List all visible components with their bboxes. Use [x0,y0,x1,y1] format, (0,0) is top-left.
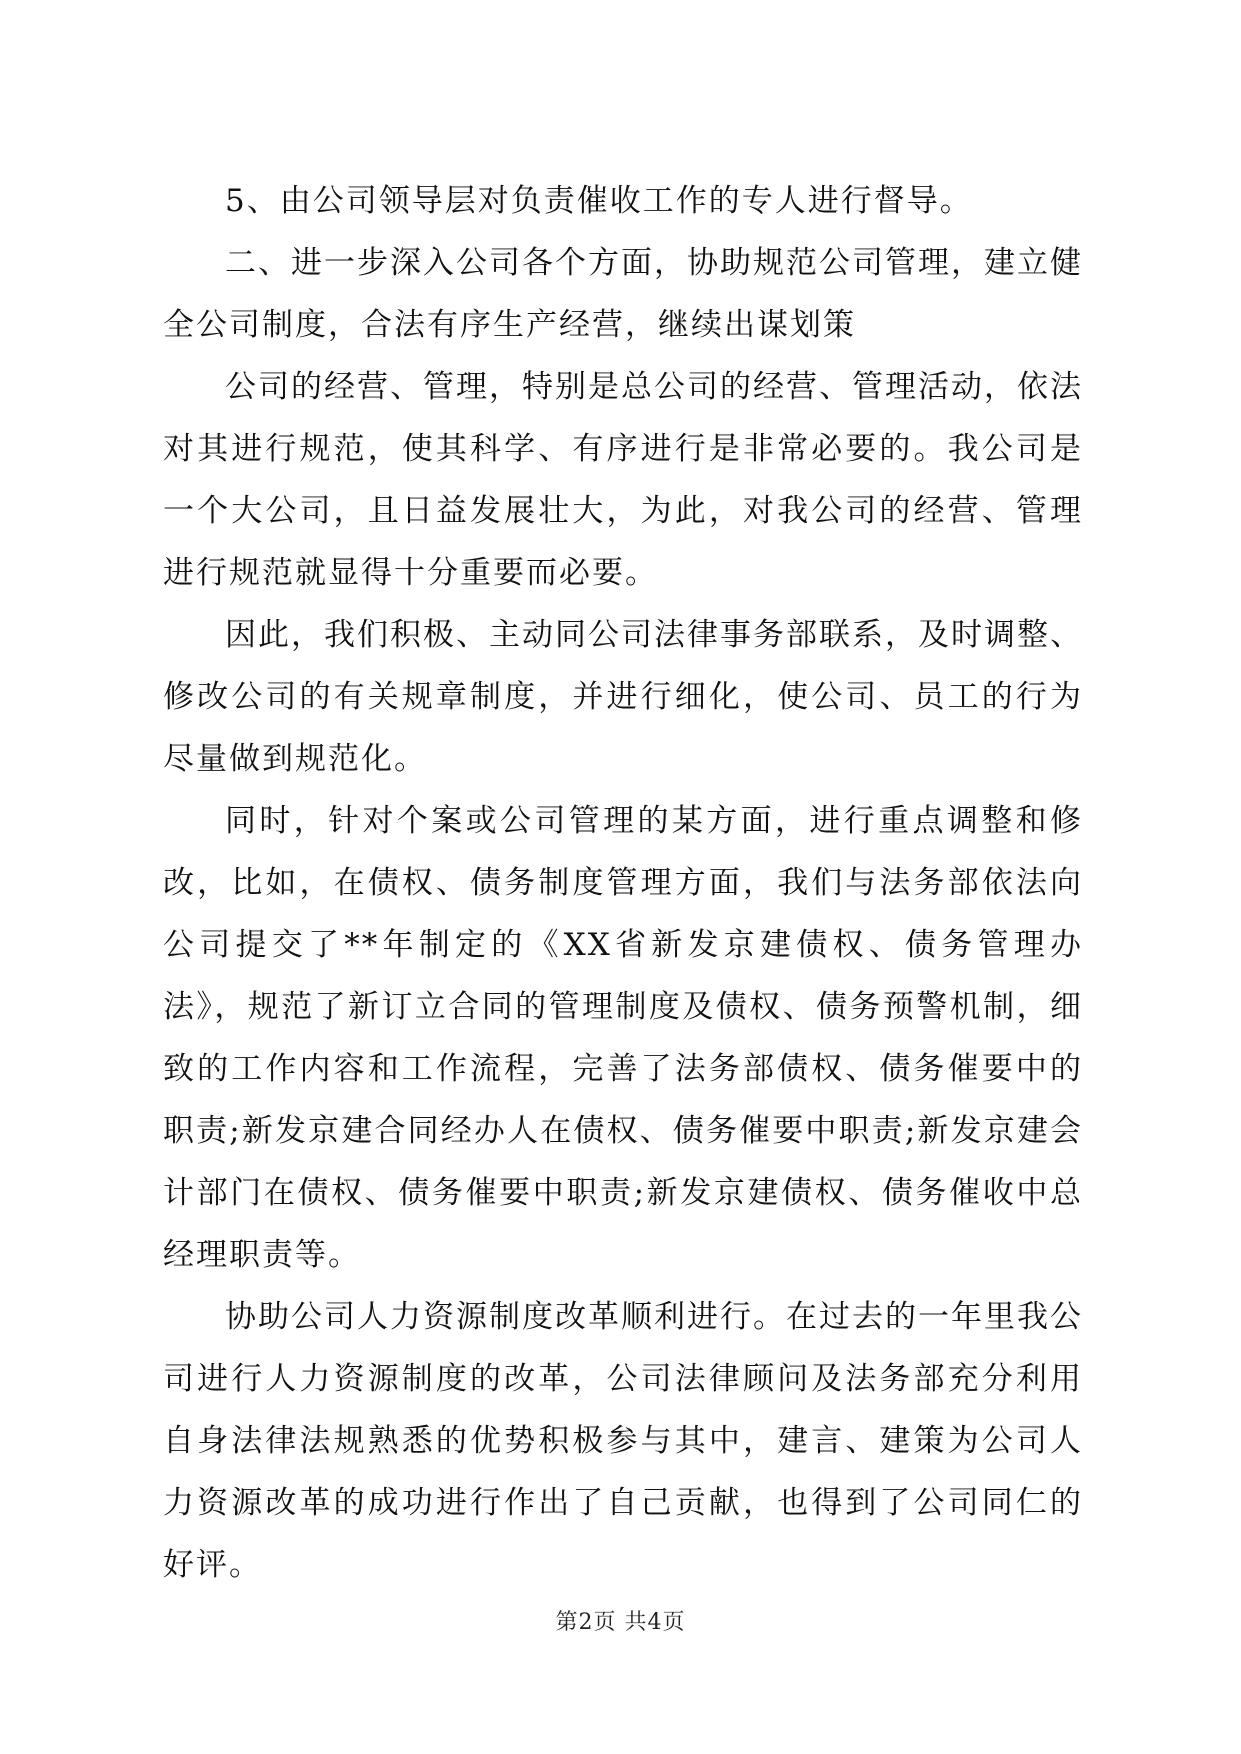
paragraph-hr-reform: 协助公司人力资源制度改革顺利进行。在过去的一年里我公司进行人力资源制度的改革，公司法律顾问及法务部充分利用自身法律法规熟悉的优势积极参与其中，建言、建策为公司人力资源改革的成功进行作出了自己贡献，也得到了公司同仁的好评。 [163,1299,1083,1583]
page-footer: 第2页 共4页 [555,1610,686,1635]
document-body [163,170,1083,1596]
paragraph-debt-management: 同时，针对个案或公司管理的某方面，进行重点调整和修改，比如，在债权、债务制度管理方面，我们与法务部依法向公司提交了**年制定的《XX省新发京建债权、债务管理办法》，规范了新订立合同的管理制度及债权、债务预警机制，细致的工作内容和工作流程，完善了法务部债权、债务催要中的职责;新发京建合同经办人在债权、债务催要中职责;新发京建会计部门在债权、债务催要中职责;新发京建债权、债务催收中总经理职责等。 [163,803,1083,1273]
paragraph-supervision: 5、由公司领导层对负责催收工作的专人进行督导。 [225,183,973,219]
paragraph-management-standardization: 公司的经营、管理，特别是总公司的经营、管理活动，依法对其进行规范，使其科学、有序进行是非常必要的。我公司是一个大公司，且日益发展壮大，为此，对我公司的经营、管理进行规范就显得十分重要而必要。 [163,369,1083,591]
paragraph-section-two-heading: 二、进一步深入公司各个方面，协助规范公司管理，建立健全公司制度，合法有序生产经营，继续出谋划策 [163,245,1083,343]
paragraph-legal-department-liaison: 因此，我们积极、主动同公司法律事务部联系，及时调整、修改公司的有关规章制度，并进行细化，使公司、员工的行为尽量做到规范化。 [163,617,1083,777]
